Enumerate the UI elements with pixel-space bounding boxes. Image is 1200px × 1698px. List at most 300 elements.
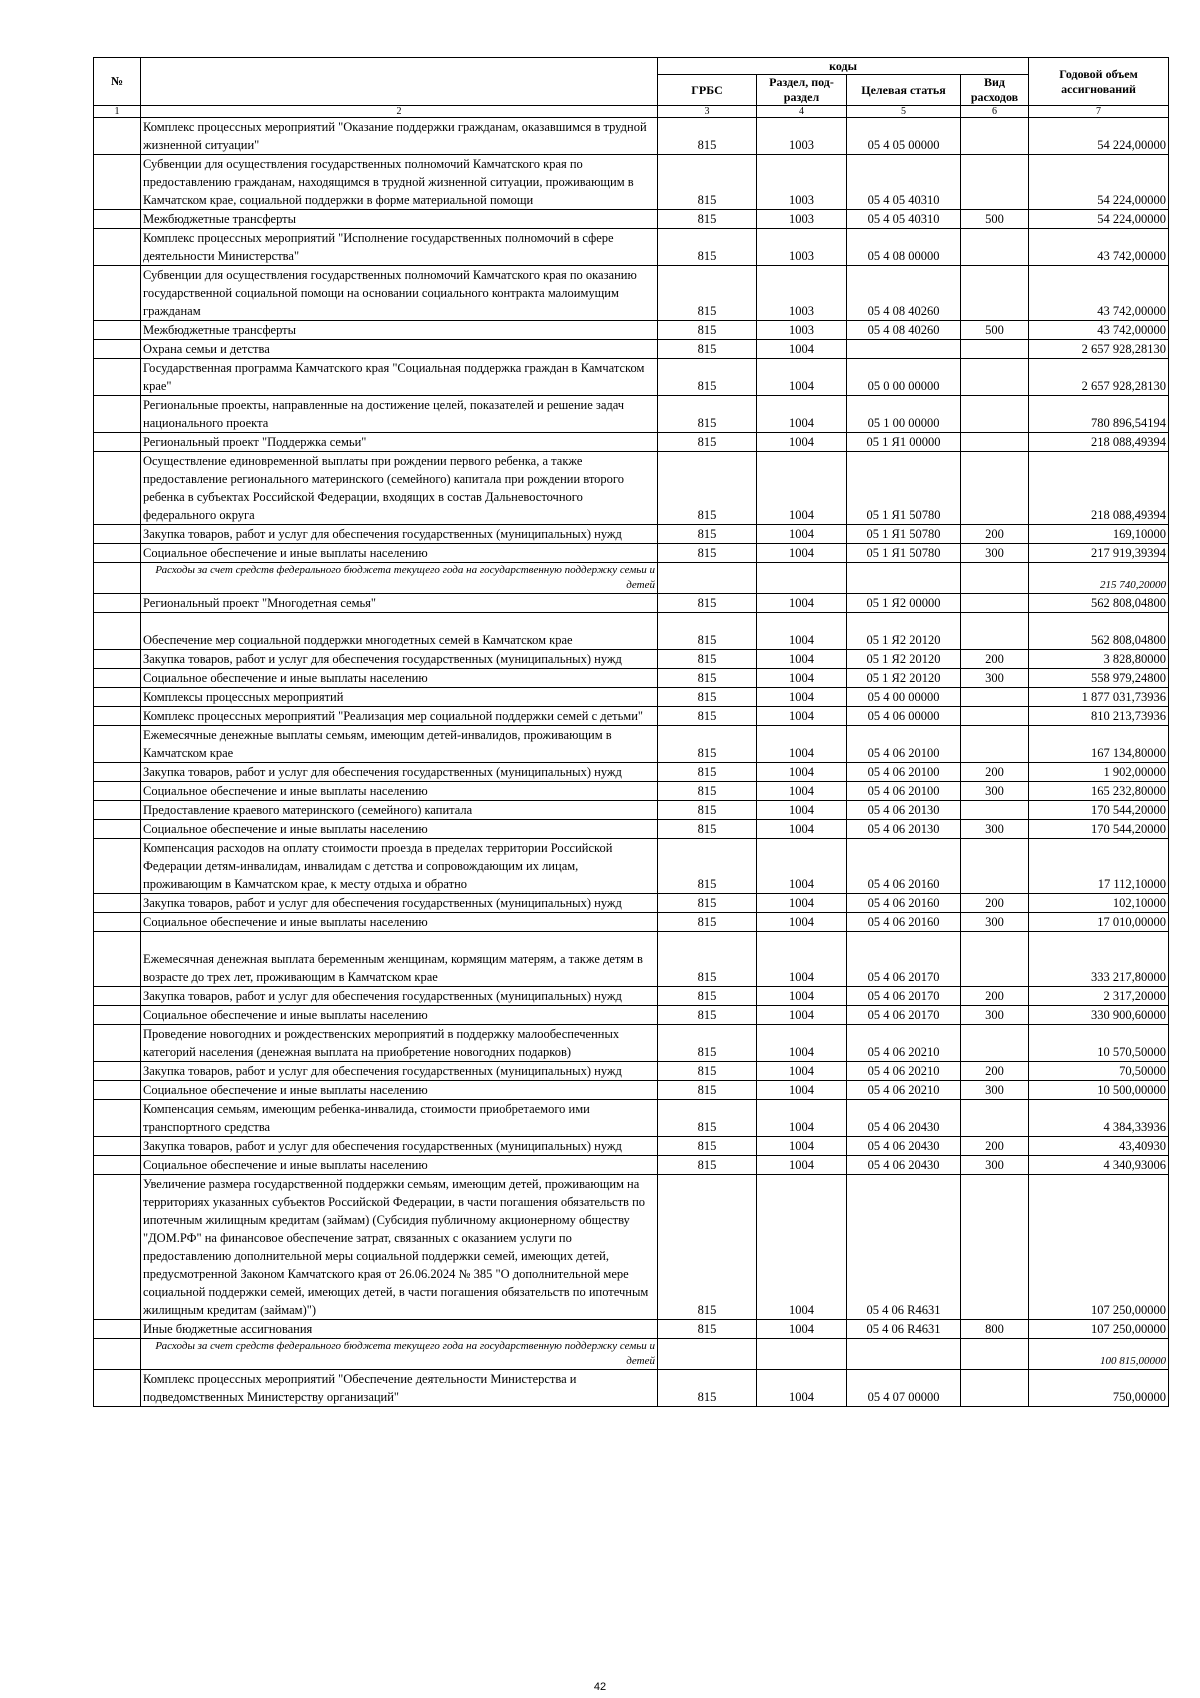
row-section-cell-text: 1003 bbox=[789, 323, 814, 337]
table-row bbox=[94, 932, 1169, 987]
row-section-cell bbox=[757, 669, 847, 688]
row-grbs-cell-text: 815 bbox=[697, 896, 717, 910]
row-name-cell bbox=[141, 650, 658, 669]
row-name-cell-text: Осуществление единовременной выплаты при рождении первого ребенка, а также предоставление регионального материнского (семейного) капитала при рождении второго ребенка в субъектах Российской Федерации, входящих в состав Дальневосточного федерального округа bbox=[143, 454, 624, 522]
row-grbs-cell-text: 815 bbox=[697, 1303, 717, 1317]
row-section-cell bbox=[757, 726, 847, 763]
row-number-cell bbox=[94, 563, 141, 594]
row-amount-cell-text: 2 657 928,28130 bbox=[1081, 342, 1167, 356]
row-amount-cell-text: 333 217,80000 bbox=[1091, 970, 1167, 984]
row-grbs-cell-text: 815 bbox=[697, 765, 717, 779]
row-amount-cell-text: 215 740,20000 bbox=[1100, 579, 1167, 591]
row-target-cell-text: 05 1 Я2 20120 bbox=[866, 633, 941, 647]
row-grbs-cell bbox=[658, 1175, 757, 1320]
row-number-cell bbox=[94, 594, 141, 613]
row-target-cell bbox=[847, 210, 961, 229]
row-grbs-cell bbox=[658, 544, 757, 563]
row-name-cell bbox=[141, 669, 658, 688]
row-target-cell bbox=[847, 894, 961, 913]
row-target-cell bbox=[847, 913, 961, 932]
table-row bbox=[94, 1370, 1169, 1407]
row-amount-cell-text: 218 088,49394 bbox=[1091, 435, 1167, 449]
row-section-cell bbox=[757, 782, 847, 801]
row-grbs-cell-text: 815 bbox=[697, 690, 717, 704]
row-section-cell-text: 1003 bbox=[789, 249, 814, 263]
row-section-cell bbox=[757, 266, 847, 321]
row-target-cell-text: 05 4 05 40310 bbox=[867, 193, 940, 207]
row-target-cell bbox=[847, 1175, 961, 1320]
row-number-cell bbox=[94, 321, 141, 340]
row-target-cell bbox=[847, 839, 961, 894]
row-grbs-cell bbox=[658, 613, 757, 650]
row-grbs-cell-text: 815 bbox=[697, 342, 717, 356]
row-amount-cell-text: 780 896,54194 bbox=[1091, 416, 1167, 430]
row-number-cell bbox=[94, 1137, 141, 1156]
row-amount-cell bbox=[1029, 544, 1169, 563]
row-amount-cell-text: 165 232,80000 bbox=[1091, 784, 1167, 798]
row-grbs-cell bbox=[658, 321, 757, 340]
table-row bbox=[94, 1137, 1169, 1156]
row-amount-cell-text: 10 570,50000 bbox=[1097, 1045, 1167, 1059]
row-section-cell-text: 1004 bbox=[789, 508, 814, 522]
row-grbs-cell-text: 815 bbox=[697, 970, 717, 984]
row-name-cell bbox=[141, 525, 658, 544]
row-grbs-cell bbox=[658, 1100, 757, 1137]
row-grbs-cell-text: 815 bbox=[697, 1064, 717, 1078]
row-number-cell bbox=[94, 1062, 141, 1081]
header-grbs: ГРБС bbox=[658, 75, 757, 106]
row-amount-cell-text: 330 900,60000 bbox=[1091, 1008, 1167, 1022]
row-name-cell bbox=[141, 1137, 658, 1156]
row-amount-cell-text: 17 112,10000 bbox=[1097, 877, 1167, 891]
row-kind-cell-text: 300 bbox=[985, 822, 1004, 836]
row-kind-cell-text: 200 bbox=[985, 765, 1004, 779]
table-row bbox=[94, 544, 1169, 563]
row-name-cell bbox=[141, 1175, 658, 1320]
row-target-cell-text: 05 4 08 40260 bbox=[867, 323, 940, 337]
row-target-cell-text: 05 1 Я2 20120 bbox=[866, 652, 941, 666]
row-grbs-cell bbox=[658, 433, 757, 452]
row-grbs-cell bbox=[658, 1156, 757, 1175]
row-name-cell-text: Субвенции для осуществления государственных полномочий Камчатского края по предоставлению гражданам, находящимся в трудной жизненной ситуации, проживающим в Камчатском крае, социальной поддержки в форме материальной помощи bbox=[143, 157, 634, 207]
row-section-cell bbox=[757, 1137, 847, 1156]
header-target: Целевая статья bbox=[847, 75, 961, 106]
row-name-cell bbox=[141, 266, 658, 321]
row-amount-cell-text: 562 808,04800 bbox=[1091, 633, 1167, 647]
row-amount-cell-text: 558 979,24800 bbox=[1091, 671, 1167, 685]
row-grbs-cell bbox=[658, 820, 757, 839]
row-name-cell-text: Социальное обеспечение и иные выплаты населению bbox=[143, 915, 428, 929]
row-amount-cell bbox=[1029, 913, 1169, 932]
row-section-cell-text: 1004 bbox=[789, 1390, 814, 1404]
row-section-cell bbox=[757, 688, 847, 707]
row-kind-cell-text: 200 bbox=[985, 989, 1004, 1003]
row-grbs-cell bbox=[658, 839, 757, 894]
row-kind-cell-text: 200 bbox=[985, 652, 1004, 666]
row-target-cell-text: 05 4 06 R4631 bbox=[866, 1322, 941, 1336]
header-name bbox=[141, 58, 658, 106]
row-section-cell bbox=[757, 544, 847, 563]
row-kind-cell bbox=[961, 452, 1029, 525]
row-kind-cell bbox=[961, 340, 1029, 359]
row-grbs-cell-text: 815 bbox=[697, 1083, 717, 1097]
row-amount-cell-text: 4 340,93006 bbox=[1103, 1158, 1167, 1172]
row-kind-cell-text: 200 bbox=[985, 527, 1004, 541]
row-amount-cell-text: 43,40930 bbox=[1119, 1139, 1167, 1153]
row-amount-cell-text: 70,50000 bbox=[1119, 1064, 1167, 1078]
row-amount-cell-text: 2 317,20000 bbox=[1103, 989, 1167, 1003]
row-kind-cell bbox=[961, 1156, 1029, 1175]
row-section-cell bbox=[757, 1370, 847, 1407]
row-section-cell-text: 1004 bbox=[789, 1083, 814, 1097]
row-name-cell-text: Закупка товаров, работ и услуг для обеспечения государственных (муниципальных) нужд bbox=[143, 1064, 622, 1078]
row-number-cell bbox=[94, 801, 141, 820]
table-row bbox=[94, 452, 1169, 525]
row-name-cell bbox=[141, 1062, 658, 1081]
row-number-cell bbox=[94, 763, 141, 782]
row-name-cell bbox=[141, 707, 658, 726]
table-row bbox=[94, 820, 1169, 839]
row-number-cell bbox=[94, 913, 141, 932]
row-target-cell bbox=[847, 932, 961, 987]
row-section-cell-text: 1004 bbox=[789, 1158, 814, 1172]
row-amount-cell-text: 169,10000 bbox=[1112, 527, 1167, 541]
row-section-cell bbox=[757, 155, 847, 210]
table-row bbox=[94, 433, 1169, 452]
header-section bbox=[757, 75, 847, 106]
row-grbs-cell bbox=[658, 801, 757, 820]
table-row bbox=[94, 726, 1169, 763]
page-number: 42 bbox=[593, 1681, 607, 1693]
row-section-cell-text: 1004 bbox=[789, 1303, 814, 1317]
row-kind-cell-text: 200 bbox=[985, 1139, 1004, 1153]
row-target-cell bbox=[847, 433, 961, 452]
row-section-cell-text: 1003 bbox=[789, 212, 814, 226]
row-section-cell bbox=[757, 525, 847, 544]
row-section-cell bbox=[757, 1006, 847, 1025]
table-row bbox=[94, 229, 1169, 266]
row-kind-cell-text: 300 bbox=[985, 546, 1004, 560]
row-amount-cell bbox=[1029, 1175, 1169, 1320]
row-amount-cell-text: 750,00000 bbox=[1112, 1390, 1167, 1404]
table-row bbox=[94, 340, 1169, 359]
row-amount-cell bbox=[1029, 839, 1169, 894]
row-grbs-cell-text: 815 bbox=[697, 435, 717, 449]
row-amount-cell bbox=[1029, 563, 1169, 594]
row-grbs-cell-text: 815 bbox=[697, 323, 717, 337]
row-target-cell-text: 05 4 06 20430 bbox=[867, 1120, 940, 1134]
row-name-cell bbox=[141, 1320, 658, 1339]
row-section-cell-text: 1004 bbox=[789, 546, 814, 560]
row-amount-cell bbox=[1029, 433, 1169, 452]
row-name-cell bbox=[141, 820, 658, 839]
row-grbs-cell bbox=[658, 763, 757, 782]
table-row bbox=[94, 594, 1169, 613]
row-target-cell-text: 05 4 06 20160 bbox=[867, 877, 940, 891]
row-name-cell-text: Комплекс процессных мероприятий "Исполнение государственных полномочий в сфере деятельности Министерства" bbox=[143, 231, 614, 263]
row-kind-cell bbox=[961, 544, 1029, 563]
row-name-cell bbox=[141, 1370, 658, 1407]
row-target-cell bbox=[847, 1370, 961, 1407]
row-grbs-cell bbox=[658, 1370, 757, 1407]
row-grbs-cell bbox=[658, 1025, 757, 1062]
row-amount-cell bbox=[1029, 118, 1169, 155]
row-kind-cell-text: 300 bbox=[985, 915, 1004, 929]
row-section-cell-text: 1004 bbox=[789, 435, 814, 449]
row-target-cell-text: 05 4 06 20430 bbox=[867, 1139, 940, 1153]
row-grbs-cell-text: 815 bbox=[697, 193, 717, 207]
row-name-cell-text: Компенсация расходов на оплату стоимости проезда в пределах территории Российской Федерации детям-инвалидам, инвалидам с детства и сопровождающим их лицам, проживающим в Камчатском крае, к месту отдыха и обратно bbox=[143, 841, 613, 891]
row-number-cell bbox=[94, 1370, 141, 1407]
row-kind-cell bbox=[961, 1025, 1029, 1062]
row-name-cell-text: Ежемесячные денежные выплаты семьям, имеющим детей-инвалидов, проживающим в Камчатском крае bbox=[143, 728, 612, 760]
row-number-cell bbox=[94, 987, 141, 1006]
row-name-cell-text: Социальное обеспечение и иные выплаты населению bbox=[143, 1158, 428, 1172]
row-target-cell bbox=[847, 1320, 961, 1339]
row-number-cell bbox=[94, 118, 141, 155]
row-kind-cell bbox=[961, 613, 1029, 650]
row-number-cell bbox=[94, 1175, 141, 1320]
row-number-cell bbox=[94, 1006, 141, 1025]
row-amount-cell bbox=[1029, 613, 1169, 650]
row-section-cell-text: 1003 bbox=[789, 193, 814, 207]
row-amount-cell-text: 107 250,00000 bbox=[1091, 1322, 1167, 1336]
row-amount-cell bbox=[1029, 210, 1169, 229]
row-kind-cell bbox=[961, 650, 1029, 669]
row-amount-cell bbox=[1029, 396, 1169, 433]
row-grbs-cell bbox=[658, 594, 757, 613]
row-name-cell-text: Иные бюджетные ассигнования bbox=[143, 1322, 313, 1336]
row-target-cell bbox=[847, 359, 961, 396]
row-grbs-cell bbox=[658, 1137, 757, 1156]
row-section-cell bbox=[757, 563, 847, 594]
row-grbs-cell bbox=[658, 669, 757, 688]
row-number-cell bbox=[94, 820, 141, 839]
row-amount-cell-text: 43 742,00000 bbox=[1097, 323, 1167, 337]
row-target-cell bbox=[847, 1081, 961, 1100]
row-amount-cell bbox=[1029, 340, 1169, 359]
row-name-cell bbox=[141, 433, 658, 452]
row-grbs-cell bbox=[658, 1006, 757, 1025]
row-section-cell-text: 1004 bbox=[789, 342, 814, 356]
row-grbs-cell bbox=[658, 1339, 757, 1370]
row-kind-cell bbox=[961, 118, 1029, 155]
row-target-cell-text: 05 1 Я1 50780 bbox=[866, 546, 941, 560]
row-kind-cell bbox=[961, 1006, 1029, 1025]
column-number: 6 bbox=[961, 106, 1029, 118]
row-target-cell-text: 05 4 06 20430 bbox=[867, 1158, 940, 1172]
row-amount-cell bbox=[1029, 820, 1169, 839]
row-grbs-cell-text: 815 bbox=[697, 1390, 717, 1404]
row-kind-cell bbox=[961, 433, 1029, 452]
row-section-cell-text: 1004 bbox=[789, 1120, 814, 1134]
header-section-line2: раздел bbox=[783, 90, 820, 104]
row-amount-cell bbox=[1029, 801, 1169, 820]
row-target-cell-text: 05 1 Я1 50780 bbox=[866, 508, 941, 522]
row-section-cell bbox=[757, 321, 847, 340]
row-section-cell bbox=[757, 1320, 847, 1339]
row-kind-cell-text: 200 bbox=[985, 896, 1004, 910]
row-target-cell bbox=[847, 1339, 961, 1370]
row-section-cell-text: 1004 bbox=[789, 989, 814, 1003]
table-row bbox=[94, 1025, 1169, 1062]
row-name-cell-text: Ежемесячная денежная выплата беременным женщинам, кормящим матерям, а также детям в возрасте до трех лет, проживающим в Камчатском крае bbox=[143, 952, 643, 984]
row-section-cell bbox=[757, 1025, 847, 1062]
row-name-cell-text: Расходы за счет средств федерального бюджета текущего года на государственную поддержку семьи и детей bbox=[155, 564, 655, 591]
row-grbs-cell bbox=[658, 452, 757, 525]
column-number: 7 bbox=[1029, 106, 1169, 118]
row-grbs-cell bbox=[658, 266, 757, 321]
row-kind-cell-text: 800 bbox=[985, 1322, 1004, 1336]
row-kind-cell bbox=[961, 229, 1029, 266]
row-target-cell bbox=[847, 1062, 961, 1081]
table-row bbox=[94, 669, 1169, 688]
row-section-cell-text: 1004 bbox=[789, 527, 814, 541]
row-target-cell bbox=[847, 563, 961, 594]
row-target-cell-text: 05 4 06 20160 bbox=[867, 915, 940, 929]
row-grbs-cell bbox=[658, 155, 757, 210]
row-section-cell bbox=[757, 1339, 847, 1370]
row-name-cell-text: Комплекс процессных мероприятий "Обеспечение деятельности Министерства и подведомственных Министерству организаций" bbox=[143, 1372, 577, 1404]
row-section-cell bbox=[757, 340, 847, 359]
row-amount-cell-text: 1 877 031,73936 bbox=[1081, 690, 1167, 704]
table-row bbox=[94, 1006, 1169, 1025]
row-number-cell bbox=[94, 396, 141, 433]
row-kind-cell bbox=[961, 594, 1029, 613]
row-grbs-cell bbox=[658, 229, 757, 266]
row-kind-cell bbox=[961, 563, 1029, 594]
row-number-cell bbox=[94, 1339, 141, 1370]
row-kind-cell-text: 500 bbox=[985, 323, 1004, 337]
row-target-cell bbox=[847, 707, 961, 726]
row-grbs-cell bbox=[658, 359, 757, 396]
row-number-cell bbox=[94, 433, 141, 452]
row-number-cell bbox=[94, 669, 141, 688]
row-target-cell-text: 05 0 00 00000 bbox=[867, 379, 940, 393]
row-kind-cell bbox=[961, 894, 1029, 913]
row-section-cell bbox=[757, 433, 847, 452]
row-amount-cell bbox=[1029, 594, 1169, 613]
table-row bbox=[94, 1156, 1169, 1175]
table-row bbox=[94, 650, 1169, 669]
table-row bbox=[94, 1320, 1169, 1339]
row-target-cell bbox=[847, 340, 961, 359]
row-amount-cell bbox=[1029, 707, 1169, 726]
row-section-cell-text: 1004 bbox=[789, 746, 814, 760]
row-number-cell bbox=[94, 1081, 141, 1100]
column-number: 4 bbox=[757, 106, 847, 118]
table-row bbox=[94, 210, 1169, 229]
table-row bbox=[94, 1062, 1169, 1081]
row-grbs-cell bbox=[658, 688, 757, 707]
row-section-cell-text: 1004 bbox=[789, 915, 814, 929]
row-amount-cell-text: 217 919,39394 bbox=[1091, 546, 1167, 560]
row-amount-cell-text: 10 500,00000 bbox=[1097, 1083, 1167, 1097]
row-section-cell-text: 1004 bbox=[789, 652, 814, 666]
row-name-cell bbox=[141, 118, 658, 155]
row-name-cell bbox=[141, 1100, 658, 1137]
row-target-cell-text: 05 1 Я1 50780 bbox=[866, 527, 941, 541]
row-section-cell bbox=[757, 987, 847, 1006]
row-section-cell bbox=[757, 1100, 847, 1137]
row-name-cell-text: Закупка товаров, работ и услуг для обеспечения государственных (муниципальных) нужд bbox=[143, 989, 622, 1003]
row-number-cell bbox=[94, 726, 141, 763]
row-section-cell bbox=[757, 932, 847, 987]
row-section-cell bbox=[757, 801, 847, 820]
row-kind-cell bbox=[961, 726, 1029, 763]
row-section-cell-text: 1004 bbox=[789, 596, 814, 610]
row-number-cell bbox=[94, 1320, 141, 1339]
row-section-cell-text: 1004 bbox=[789, 822, 814, 836]
row-target-cell bbox=[847, 321, 961, 340]
row-number-cell bbox=[94, 525, 141, 544]
row-amount-cell bbox=[1029, 688, 1169, 707]
row-name-cell bbox=[141, 544, 658, 563]
row-name-cell-text: Увеличение размера государственной поддержки семьям, имеющим детей, проживающим на территориях указанных субъектов Российской Федерации, в части погашения обязательств по ипотечным жилищным кредитам (займам) (Субсидия публичному акционерному обществу "ДОМ.РФ" на финансовое обеспечение затрат, связанных с оказанием услуги по предоставлению дополнительной меры социальной поддержки семей, имеющих детей, предусмотренной Законом Камчатского края от 26.06.2024 № 385 "О дополнительной мере социальной поддержки семей, имеющих детей, в части погашения обязательств по ипотечным жилищным кредитам (займам)") bbox=[143, 1177, 649, 1317]
row-amount-cell bbox=[1029, 782, 1169, 801]
row-kind-cell bbox=[961, 688, 1029, 707]
row-amount-cell bbox=[1029, 932, 1169, 987]
row-name-cell bbox=[141, 932, 658, 987]
row-target-cell-text: 05 4 06 00000 bbox=[867, 709, 940, 723]
row-name-cell bbox=[141, 1339, 658, 1370]
row-grbs-cell bbox=[658, 118, 757, 155]
row-kind-cell-text: 300 bbox=[985, 784, 1004, 798]
row-target-cell bbox=[847, 1156, 961, 1175]
row-number-cell bbox=[94, 650, 141, 669]
row-amount-cell-text: 4 384,33936 bbox=[1103, 1120, 1167, 1134]
row-kind-cell bbox=[961, 1137, 1029, 1156]
row-section-cell bbox=[757, 396, 847, 433]
row-name-cell-text: Региональный проект "Многодетная семья" bbox=[143, 596, 377, 610]
row-amount-cell-text: 102,10000 bbox=[1112, 896, 1167, 910]
note-row bbox=[94, 563, 1169, 594]
row-target-cell bbox=[847, 1025, 961, 1062]
row-amount-cell-text: 17 010,00000 bbox=[1097, 915, 1167, 929]
row-kind-cell bbox=[961, 155, 1029, 210]
row-target-cell-text: 05 1 Я1 00000 bbox=[866, 435, 941, 449]
row-grbs-cell-text: 815 bbox=[697, 379, 717, 393]
row-kind-cell-text: 300 bbox=[985, 1008, 1004, 1022]
row-kind-cell bbox=[961, 210, 1029, 229]
row-target-cell-text: 05 1 00 00000 bbox=[867, 416, 940, 430]
row-section-cell bbox=[757, 594, 847, 613]
row-amount-cell-text: 54 224,00000 bbox=[1097, 212, 1167, 226]
row-grbs-cell-text: 815 bbox=[697, 709, 717, 723]
header-codes: коды bbox=[658, 58, 1029, 75]
row-target-cell-text: 05 4 08 40260 bbox=[867, 304, 940, 318]
row-section-cell bbox=[757, 650, 847, 669]
row-amount-cell bbox=[1029, 452, 1169, 525]
row-target-cell bbox=[847, 452, 961, 525]
row-grbs-cell-text: 815 bbox=[697, 508, 717, 522]
row-target-cell bbox=[847, 688, 961, 707]
row-number-cell bbox=[94, 1025, 141, 1062]
row-target-cell bbox=[847, 763, 961, 782]
row-name-cell-text: Межбюджетные трансферты bbox=[143, 212, 297, 226]
row-name-cell-text: Социальное обеспечение и иные выплаты населению bbox=[143, 1008, 428, 1022]
row-target-cell bbox=[847, 1137, 961, 1156]
row-name-cell bbox=[141, 340, 658, 359]
row-kind-cell bbox=[961, 266, 1029, 321]
row-kind-cell-text: 500 bbox=[985, 212, 1004, 226]
row-number-cell bbox=[94, 1156, 141, 1175]
row-kind-cell bbox=[961, 839, 1029, 894]
row-section-cell bbox=[757, 913, 847, 932]
column-number: 3 bbox=[658, 106, 757, 118]
row-section-cell-text: 1004 bbox=[789, 765, 814, 779]
row-name-cell bbox=[141, 726, 658, 763]
